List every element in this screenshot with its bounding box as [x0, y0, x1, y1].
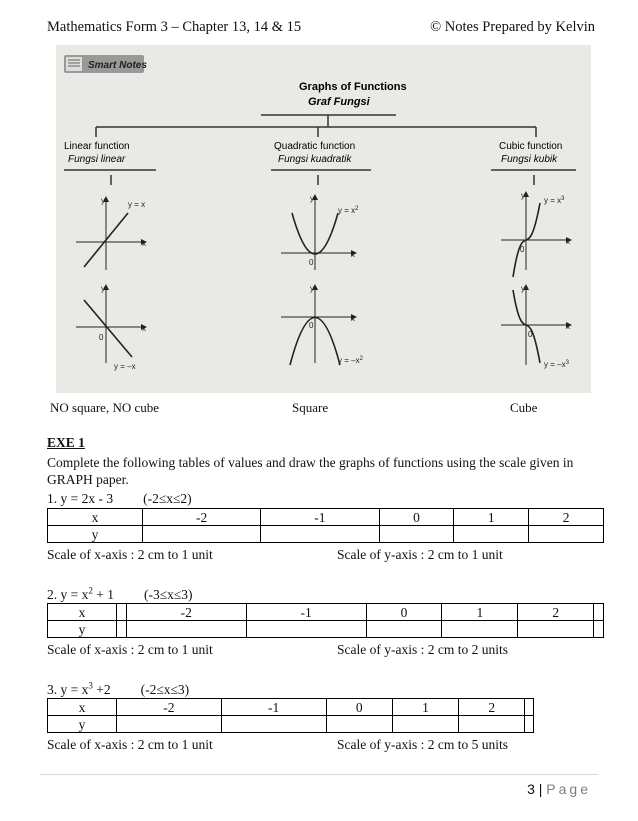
table-row: y — [48, 621, 604, 638]
answer-cell[interactable] — [246, 621, 366, 638]
q3-range: (-2≤x≤3) — [140, 681, 190, 697]
answer-cell[interactable] — [459, 716, 525, 733]
exercise-title: EXE 1 — [47, 435, 85, 450]
q2-range: (-3≤x≤3) — [144, 586, 193, 602]
answer-cell[interactable] — [392, 716, 458, 733]
table-cell: -2 — [126, 604, 246, 621]
table-cell: 0 — [379, 509, 454, 526]
table-cell: 1 — [442, 604, 518, 621]
cubic-en: Cubic function — [499, 141, 563, 152]
graphs-of-functions-figure — [56, 45, 591, 393]
label-y-eq-neg-x3: $y = -x^3$ — [544, 360, 569, 369]
answer-cell[interactable] — [518, 621, 594, 638]
q3-equation: 3. $y = x^3 +2$ — [47, 680, 111, 697]
answer-cell[interactable] — [221, 716, 326, 733]
question-2 — [47, 585, 193, 603]
table-row: x -2 -1 0 1 2 — [48, 699, 534, 716]
title-ms: Graf Fungsi — [308, 96, 370, 108]
header-left: Mathematics Form 3 – Chapter 13, 14 & 15 — [47, 19, 302, 35]
answer-cell[interactable] — [525, 716, 534, 733]
page-number: 3 — [527, 781, 535, 797]
footer-divider — [40, 774, 598, 775]
cubic-ms: Fungsi kubik — [501, 154, 558, 165]
table-row: x -2 -1 0 1 2 — [48, 604, 604, 621]
label-y-eq-x: y = x — [128, 200, 146, 209]
graph-cubic-negative — [501, 284, 571, 369]
page-header — [47, 19, 595, 36]
table-cell: 0 — [326, 699, 392, 716]
quad-en: Quadratic function — [274, 141, 356, 152]
title-block — [96, 81, 536, 137]
table-cell: 0 — [366, 604, 442, 621]
answer-cell[interactable] — [442, 621, 518, 638]
answer-cell[interactable] — [529, 526, 604, 543]
answer-cell[interactable] — [117, 621, 127, 638]
table-cell — [525, 699, 534, 716]
question-1 — [47, 491, 192, 507]
table-cell: 2 — [518, 604, 594, 621]
svg-text:0: 0 — [99, 333, 104, 342]
header-right: © Notes Prepared by Kelvin — [430, 19, 595, 35]
answer-cell[interactable] — [143, 526, 261, 543]
svg-text:y: y — [310, 284, 314, 293]
label-y-eq-neg-x: y = –x — [114, 362, 136, 371]
table-cell: 2 — [529, 509, 604, 526]
table-cell: -1 — [221, 699, 326, 716]
answer-cell[interactable] — [379, 526, 454, 543]
table-cell: 1 — [454, 509, 529, 526]
table-cell — [117, 604, 127, 621]
answer-cell[interactable] — [117, 716, 222, 733]
svg-text:y: y — [521, 284, 525, 293]
svg-text:0: 0 — [520, 245, 525, 254]
label-y-eq-x2: $y = x^2$ — [338, 206, 359, 215]
q1-value-table — [47, 508, 604, 543]
svg-text:0: 0 — [528, 330, 533, 339]
page-word: Page — [546, 781, 591, 797]
question-3 — [47, 680, 189, 698]
label-y-eq-x3: $y = x^3$ — [544, 196, 565, 205]
graph-quadratic-negative — [281, 284, 364, 365]
svg-text:y: y — [310, 194, 314, 203]
svg-text:y: y — [101, 284, 105, 293]
table-cell — [594, 604, 604, 621]
svg-text:x: x — [566, 322, 570, 331]
svg-text:x: x — [566, 237, 570, 246]
label-y-eq-neg-x2: $y = -x^2$ — [338, 356, 363, 365]
graph-cubic-positive — [501, 191, 571, 277]
exercise-instructions: Complete the following tables of values and draw the graphs of functions using the scale given in GRAPH paper. — [47, 455, 574, 487]
table-cell: -1 — [246, 604, 366, 621]
q3-value-table — [47, 698, 534, 733]
linear-ms: Fungsi linear — [68, 154, 126, 165]
svg-text:0: 0 — [309, 321, 314, 330]
caption-square: Square — [292, 400, 329, 415]
table-cell: -1 — [261, 509, 379, 526]
answer-cell[interactable] — [366, 621, 442, 638]
badge-label: Smart Notes — [88, 60, 147, 71]
q2-value-table — [47, 603, 604, 638]
table-row: y — [48, 526, 604, 543]
svg-text:0: 0 — [309, 258, 314, 267]
table-row: x -2 -1 0 1 2 — [48, 509, 604, 526]
graph-quadratic-positive — [281, 194, 359, 270]
page-footer — [527, 781, 591, 797]
answer-cell[interactable] — [594, 621, 604, 638]
caption-linear: NO square, NO cube — [50, 400, 160, 415]
smart-notes-badge — [64, 55, 147, 73]
svg-text:x: x — [351, 250, 355, 259]
q1-range: (-2≤x≤2) — [143, 491, 192, 506]
axis-x: x — [142, 239, 146, 248]
title-en: Graphs of Functions — [299, 81, 407, 93]
table-cell: -2 — [143, 509, 261, 526]
axis-y: y — [101, 196, 105, 205]
answer-cell[interactable] — [261, 526, 379, 543]
table-row: y — [48, 716, 534, 733]
table-cell: -2 — [117, 699, 222, 716]
graph-linear-positive — [76, 196, 146, 270]
svg-text:x: x — [351, 314, 355, 323]
table-cell: 2 — [459, 699, 525, 716]
table-cell: 1 — [392, 699, 458, 716]
q1-equation: 1. y = 2x - 3 — [47, 491, 114, 506]
page-separator: | — [538, 781, 543, 797]
svg-text:y: y — [521, 191, 525, 200]
quad-ms: Fungsi kuadratik — [278, 154, 352, 165]
answer-cell[interactable] — [454, 526, 529, 543]
answer-cell[interactable] — [326, 716, 392, 733]
answer-cell[interactable] — [126, 621, 246, 638]
svg-text:x: x — [142, 324, 146, 333]
graph-linear-negative — [76, 284, 146, 371]
q2-equation: 2. $y = x^2 + 1$ — [47, 585, 114, 602]
caption-cube: Cube — [510, 400, 538, 415]
linear-en: Linear function — [64, 141, 130, 152]
